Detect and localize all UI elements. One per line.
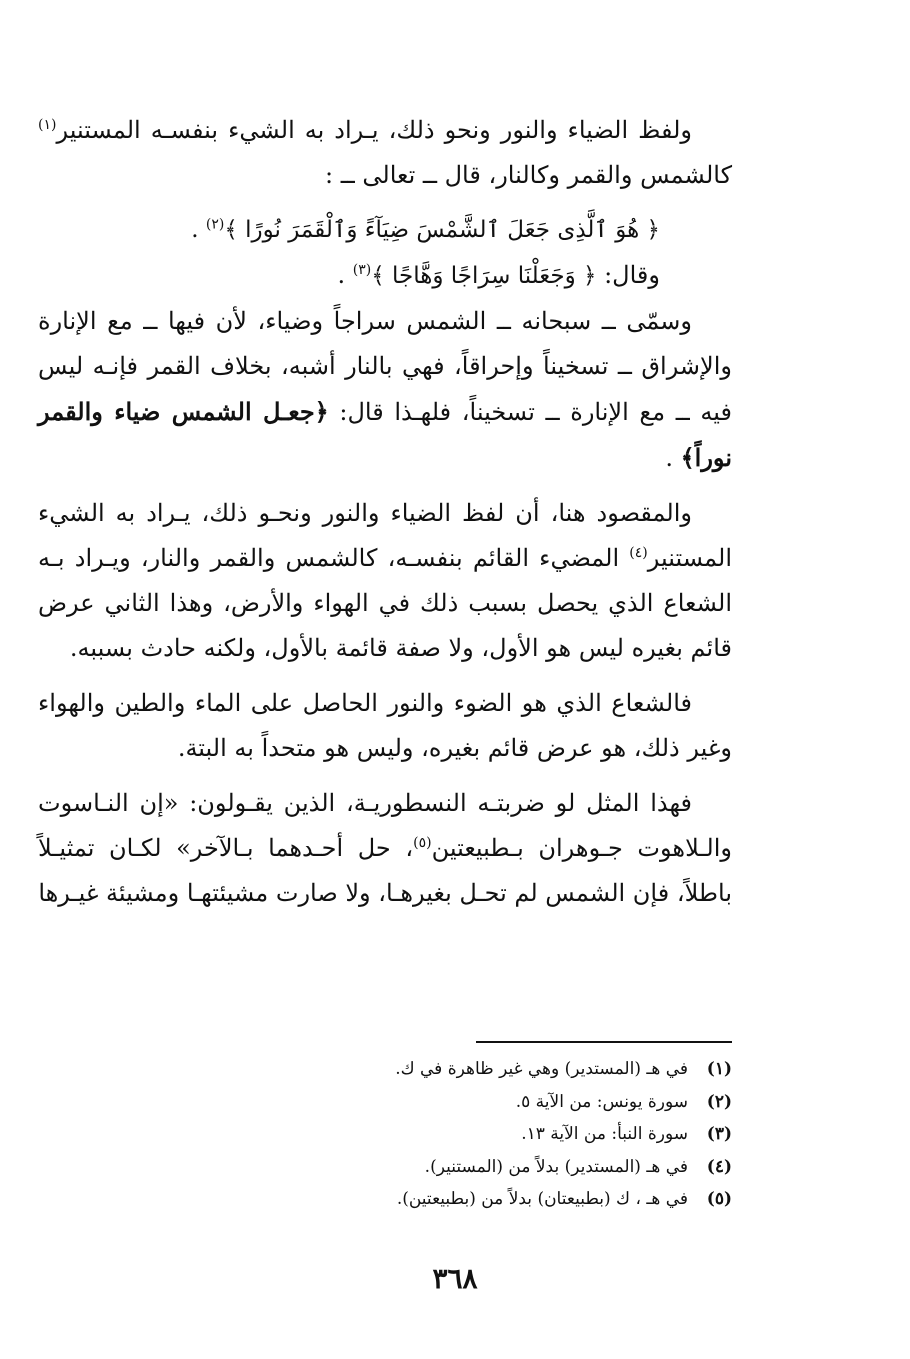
quran-verse-1-end: .	[191, 217, 206, 243]
paragraph-5-text-b: ، حل أحـدهما بـالآخر» لكـان تمثيـلاً باطلاً، فإن الشمس لم تحـل بغيرهـا، ولا صارت مشيئتهـا ومشيئة غيـرها	[38, 834, 732, 907]
paragraph-3	[38, 491, 732, 671]
footnote-text: في هـ ، ك (بطبيعتان) بدلاً من (بطبيعتين).	[396, 1189, 688, 1209]
paragraph-1	[38, 108, 732, 198]
quran-verse-2-end: .	[337, 261, 353, 289]
footnote-text: في هـ (المستدير) وهي غير ظاهرة في ك.	[395, 1059, 688, 1079]
paragraph-5	[38, 781, 732, 916]
paragraph-4-text: فالشعاع الذي هو الضوء والنور الحاصل على الماء والطين والهواء وغير ذلك، هو عرض قائم بغيره، وليس هو متحداً به البتة.	[38, 689, 732, 762]
footnote-text: سورة النبأ: من الآية ١٣.	[521, 1124, 688, 1144]
paragraph-2-text-a: وسمّى ــ سبحانه ــ الشمس سراجاً وضياء، لأن فيها ــ مع الإنارة والإشراق ــ تسخيناً وإحراقاً، فهي بالنار أشبه، بخلاف القمر فإنـه ليس فيه ــ مع الإنارة ــ تسخيناً، فلهـذا قال:	[38, 307, 732, 426]
footnote-number: (٤)	[706, 1156, 732, 1177]
footnote-number: (٥)	[706, 1189, 732, 1209]
footnote-ref-5[interactable]: (٥)	[413, 835, 432, 851]
paragraph-2	[38, 299, 732, 481]
footnote-text: سورة يونس: من الآية ٥.	[515, 1091, 688, 1112]
paragraph-1-text-a: ولفظ الضياء والنور ونحو ذلك، يـراد به الشيء بنفسـه المستنير	[56, 116, 692, 144]
footnote-2	[38, 1086, 732, 1119]
paragraph-5-text-a: فهذا المثل لو ضربتـه النسطوريـة، الذين يقـولون: «إن النـاسوت والـلاهوت جـوهران بـطبيعتين	[38, 789, 733, 862]
footnote-3	[38, 1118, 732, 1151]
footnote-4	[38, 1151, 732, 1184]
footnote-ref-4[interactable]: (٤)	[629, 545, 648, 561]
paragraph-2-text-b: .	[665, 444, 681, 472]
quran-verse-1-text: ﴿ هُوَ ٱلَّذِى جَعَلَ ٱلشَّمْسَ ضِيَآءً وَٱلْقَمَرَ نُورًا ﴾	[224, 217, 660, 243]
footnotes	[38, 1053, 732, 1216]
footnote-ref-2[interactable]: (٢)	[205, 216, 225, 233]
footnote-number: (١)	[706, 1059, 732, 1079]
quran-verse-2	[38, 253, 732, 299]
footnote-text: في هـ (المستدير) بدلاً من (المستنير).	[424, 1156, 688, 1177]
paragraph-1-text-b: كالشمس والقمر وكالنار، قال ــ تعالى ــ :	[324, 161, 732, 189]
footnote-5	[38, 1183, 732, 1216]
main-text	[38, 108, 732, 926]
footnote-divider	[476, 1041, 732, 1043]
paragraph-3-text-a: والمقصود هنا، أن لفظ الضياء والنور ونحـو ذلك، يـراد به الشيء المستنير	[38, 499, 732, 572]
footnote-ref-1[interactable]: (١)	[38, 117, 57, 133]
page-number: ٣٦٨	[432, 1262, 478, 1295]
paragraph-3-text-b: المضيء القائم بنفسـه، كالشمس والقمر والنار، ويـراد بـه الشعاع الذي يحصل بسبب ذلك في الهواء والأرض، وهذا الثاني عرض قائم بغيره ليس هو الأول، ولا صفة قائمة بالأول، ولكنه حادث بسببه.	[38, 544, 732, 662]
quran-verse-1	[38, 208, 732, 253]
quran-verse-2-text: ﴿ وَجَعَلْنَا سِرَاجًا وَهَّاجًا ﴾	[371, 263, 597, 289]
footnote-number: (٣)	[706, 1124, 732, 1144]
footnote-number: (٢)	[706, 1091, 732, 1112]
footnote-1	[38, 1053, 732, 1086]
paragraph-2-bold-quote: ﴿جعـل الشمس ضياء والقمر نوراً﴾	[38, 397, 732, 472]
paragraph-4	[38, 681, 732, 771]
quran-verse-2-intro: وقال:	[596, 261, 660, 289]
footnote-ref-3[interactable]: (٣)	[352, 262, 372, 278]
